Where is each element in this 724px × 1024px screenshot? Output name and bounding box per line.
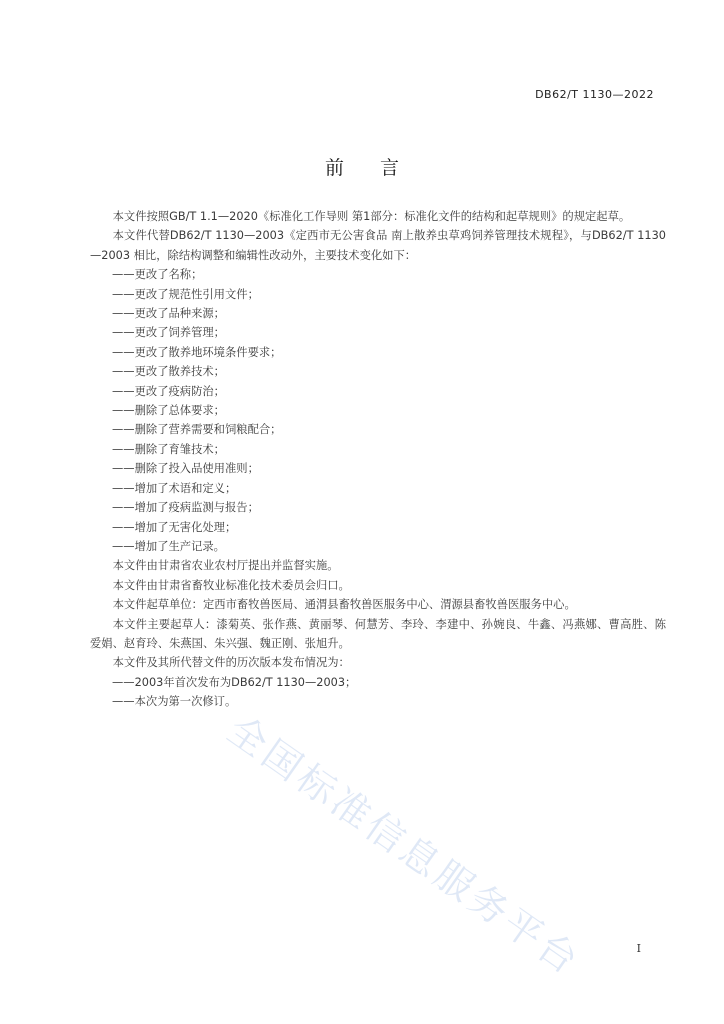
replacement-paragraph: 本文件代替DB62/T 1130—2003《定西市无公害食品 南上散养虫草鸡饲养管理技术规程》，与DB62/T 1130—2003 相比，除结构调整和编辑性改动外，主要技术变化如下：: [90, 229, 666, 262]
list-item: ——增加了生产记录。: [112, 539, 225, 553]
list-item: ——更改了散养技术；: [112, 365, 225, 379]
page-title: 前言: [324, 157, 435, 179]
list-item: ——2003年首次发布为DB62/T 1130—2003；: [112, 675, 357, 689]
list-item: ——删除了营养需要和饲粮配合；: [112, 423, 282, 437]
intro-paragraph: 本文件按照GB/T 1.1—2020《标准化工作导则 第1部分：标准化文件的结构和起草规则》的规定起草。: [112, 210, 631, 223]
list-item: ——删除了总体要求；: [112, 404, 225, 418]
list-item: ——更改了饲养管理；: [112, 326, 225, 340]
list-item: ——本次为第一次修订。: [112, 695, 237, 709]
list-item: ——更改了名称；: [112, 268, 203, 282]
watermark: 全国标准信息服务平台: [219, 707, 589, 985]
drafters-paragraph: 本文件主要起草人：漆菊英、张作燕、黄丽琴、何慧芳、李玲、李建中、孙婉良、牛鑫、冯燕娜、曹高胜、陈爱娟、赵育玲、朱燕国、朱兴强、魏正刚、张旭升。: [90, 617, 666, 650]
page-number: I: [636, 942, 641, 955]
list-item: ——更改了散养地环境条件要求；: [112, 345, 282, 359]
document-code: DB62/T 1130—2022: [535, 88, 654, 101]
drafting-units-paragraph: 本文件起草单位：定西市畜牧兽医局、通渭县畜牧兽医服务中心、渭源县畜牧兽医服务中心。: [112, 598, 576, 612]
list-item: ——增加了无害化处理；: [112, 520, 237, 534]
list-item: ——删除了育雏技术；: [112, 442, 225, 456]
list-item: ——删除了投入品使用准则；: [112, 462, 259, 476]
list-item: ——更改了品种来源；: [112, 307, 225, 321]
changes-list: [90, 265, 666, 556]
foreword-body: [90, 207, 666, 712]
list-item: ——增加了术语和定义；: [112, 481, 237, 495]
history-list: [90, 673, 666, 712]
list-item: ——更改了规范性引用文件；: [112, 287, 259, 301]
history-intro-paragraph: 本文件及其所代替文件的历次版本发布情况为：: [112, 656, 350, 670]
proposed-by-paragraph: 本文件由甘肃省农业农村厅提出并监督实施。: [112, 559, 339, 573]
managed-by-paragraph: 本文件由甘肃省畜牧业标准化技术委员会归口。: [112, 578, 350, 592]
list-item: ——更改了疫病防治；: [112, 384, 225, 398]
list-item: ——增加了疫病监测与报告；: [112, 501, 259, 515]
